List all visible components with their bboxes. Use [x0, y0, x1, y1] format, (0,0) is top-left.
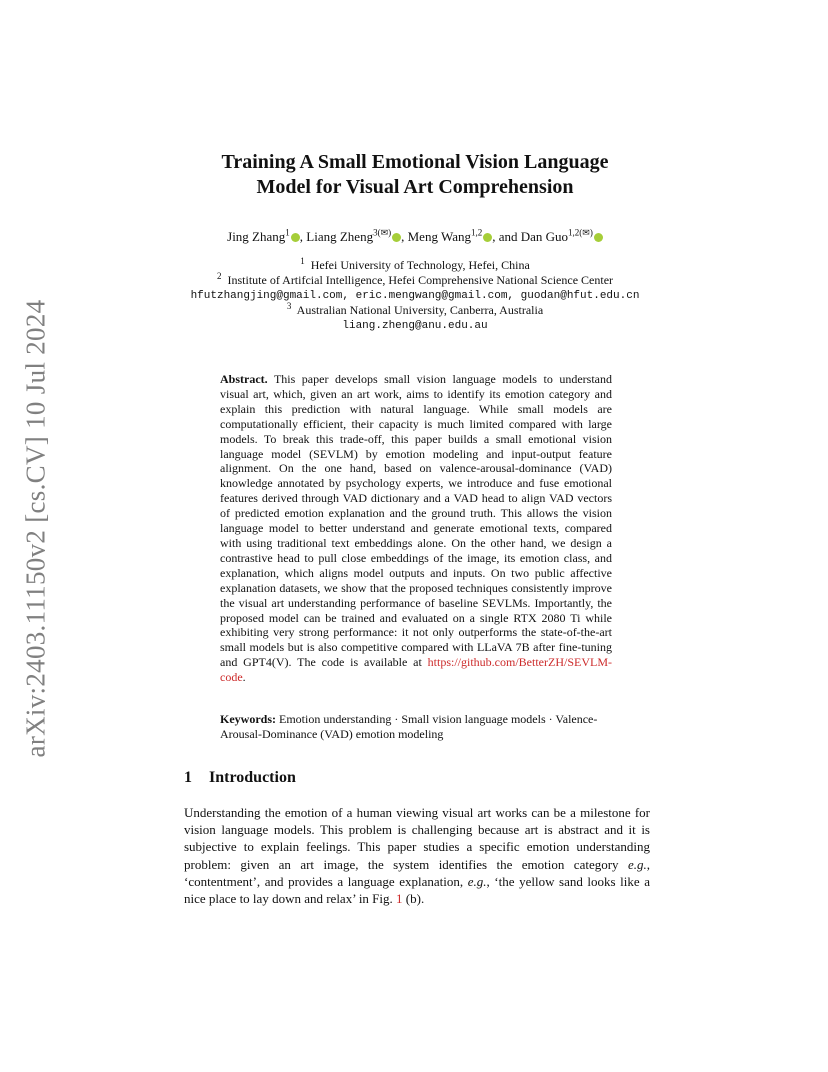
orcid-icon[interactable]	[291, 233, 300, 242]
keywords-label: Keywords:	[220, 712, 276, 726]
keywords-text: Emotion understanding · Small vision language models · Valence-Arousal-Dominance (VAD) emotion modeling	[220, 712, 598, 741]
code-link[interactable]: https://github.com/BetterZH/SEVLM-code	[220, 655, 612, 685]
intro-paragraph	[184, 804, 650, 907]
author-name: Jing Zhang	[227, 229, 286, 244]
author-affiliation-mark: 1	[285, 227, 290, 238]
author-emails: hfutzhangjing@gmail.com, eric.mengwang@gmail.com, guodan@hfut.edu.cn	[190, 290, 640, 302]
affiliation-text: Institute of Artifcial Intelligence, Hefei Comprehensive National Science Center	[227, 273, 614, 287]
section-heading	[184, 769, 296, 787]
affiliation-mark: 2	[216, 271, 222, 281]
corresponding-email: liang.zheng@anu.edu.au	[342, 320, 488, 332]
intro-text-3: , ‘the yellow sand looks like a nice place to lay down and relax’ in Fig.	[184, 873, 650, 907]
section-number: 1	[184, 769, 192, 786]
orcid-icon[interactable]	[483, 233, 492, 242]
section-title: Introduction	[209, 769, 296, 786]
affiliation-mark: 3	[286, 301, 292, 311]
orcid-icon[interactable]	[594, 233, 603, 242]
figure-reference-link[interactable]: 1	[396, 891, 403, 907]
author-separator: ,	[299, 229, 307, 244]
author-separator: ,	[401, 229, 408, 244]
abstract-end: .	[242, 670, 246, 685]
title-line-2: Model for Visual Art Comprehension	[256, 176, 574, 198]
abstract-text: This paper develops small vision language models to understand visual art, which, given an art work, aims to identify its emotion category and explain this prediction with natural language. While small models are computationally efficient, their capacity is much limited compared with large models. To break this trade-off, this paper builds a small emotional vision language model (SEVLM) by emotion modeling and input-output feature alignment. On the one hand, based on valence-arousal-dominance (VAD) knowledge annotated by psychology experts, we introduce and fuse emotional features derived through VAD dictionary and a VAD head to align VAD vectors of predicted emotion explanation and the ground truth. This allows the vision language model to better understand and generate emotional texts, compared with using traditional text embeddings alone. On the other hand, we design a contrastive head to pull close embeddings of the image, its emotion class, and explanation, which aligns model outputs and inputs. On two public affective explanation datasets, we show that the proposed techniques consistently improve the visual art understanding performance of baseline SEVLMs. Importantly, the proposed model can be trained and evaluated on a single RTX 2080 Ti while exhibiting very strong performance: it not only outperforms the state-of-the-art small models but is also competitive compared with LLaVA 7B after fine-tuning and GPT4(V). The code is available at	[220, 372, 612, 670]
author-affiliation-mark: 1,2	[470, 227, 483, 238]
paper-title	[150, 150, 680, 200]
intro-eg-2: e.g.	[467, 873, 487, 889]
affiliation-1	[150, 258, 680, 273]
affiliation-2	[150, 273, 680, 288]
affiliation-text: Australian National University, Canberra, Australia	[296, 303, 544, 317]
author-affiliation-mark: 3(✉)	[373, 227, 392, 238]
intro-text-2: , ‘contentment’, and provides a language explanation,	[184, 856, 650, 889]
author-affiliation-mark: 1,2(✉)	[568, 227, 593, 238]
author-name: Liang Zheng	[306, 229, 374, 244]
title-line-1: Training A Small Emotional Vision Language	[221, 151, 609, 173]
abstract-label: Abstract.	[220, 372, 268, 386]
affiliation-text: Hefei University of Technology, Hefei, China	[310, 258, 530, 272]
affiliation-3	[150, 303, 680, 318]
orcid-icon[interactable]	[392, 233, 401, 242]
keywords	[220, 712, 612, 742]
author-name: Dan Guo	[520, 229, 569, 244]
author-name: Meng Wang	[407, 229, 471, 244]
affiliation-mark: 1	[300, 256, 305, 266]
intro-text-1: Understanding the emotion of a human viewing visual art works can be a milestone for vision language models. This problem is challenging because art is abstract and it is subjective to explain feelings. This paper studies a specific emotion understanding problem: given an art image, the system identifies the emotion category	[184, 805, 650, 872]
arxiv-identifier	[20, 296, 51, 760]
author-list	[150, 229, 680, 245]
author-separator: , and	[492, 229, 521, 244]
arxiv-identifier-text: arXiv:2403.11150v2 [cs.CV] 10 Jul 2024	[20, 299, 51, 757]
abstract	[220, 372, 612, 685]
intro-text-4: (b).	[402, 891, 425, 907]
intro-eg-1: e.g.	[627, 856, 647, 872]
